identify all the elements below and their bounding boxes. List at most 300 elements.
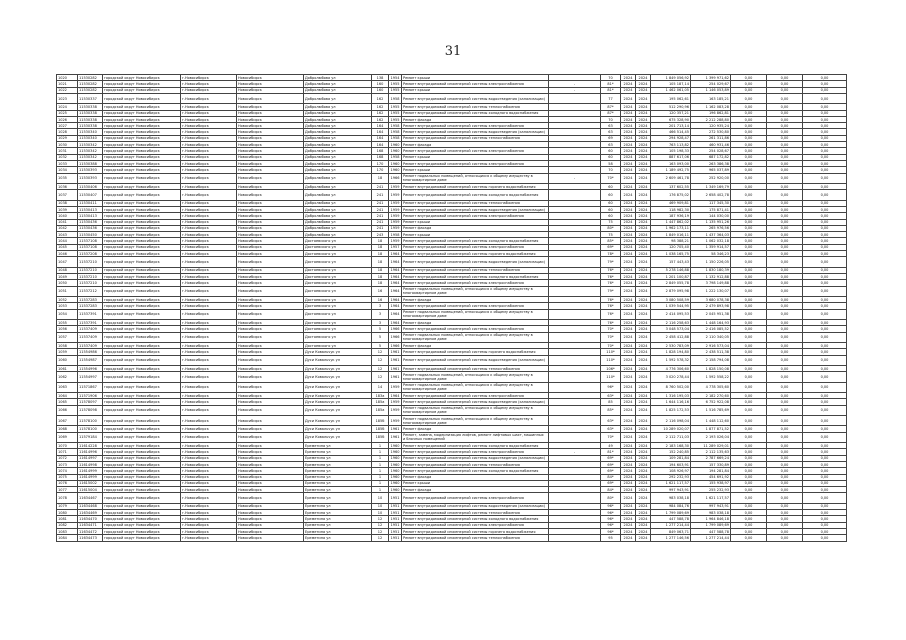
- cell-y1: 2024: [621, 503, 636, 509]
- cell-street: Достоевского ул: [304, 280, 372, 286]
- cell-area: Новосибирск: [237, 461, 304, 467]
- cell-y2: 2024: [636, 200, 651, 206]
- cell-work: Ремонт внутридомовой инженерной системы водоотведения (канализации): [402, 355, 549, 365]
- cell-code: 11537210: [78, 273, 103, 279]
- cell-house: 1: [372, 443, 389, 449]
- cell-z2: 0,00: [767, 529, 803, 535]
- cell-house: 16: [372, 296, 389, 302]
- cell-area: Новосибирск: [237, 183, 304, 189]
- cell-y1: 2024: [621, 110, 636, 116]
- cell-street: Достоевского ул: [304, 319, 372, 325]
- cell-street: Добролюбова ул: [304, 104, 372, 110]
- cell-area: Новосибирск: [237, 225, 304, 231]
- cell-code: 11578100: [78, 415, 103, 425]
- cell-work: Ремонт подвальных помещений, относящихся к общему имуществу в многоквартирном доме: [402, 382, 549, 392]
- cell-mark: -: [549, 449, 601, 455]
- cell-y2: 2024: [636, 273, 651, 279]
- cell-cost1: 2 879 095,98: [651, 286, 691, 296]
- cell-city: г.Новосибирск: [181, 238, 237, 244]
- cell-cost1: 1 462 061,05: [651, 87, 691, 93]
- cell-area: Новосибирск: [237, 468, 304, 474]
- cell-house: 1: [372, 487, 389, 493]
- cell-street: Добролюбова ул: [304, 190, 372, 200]
- cell-street: Добролюбова ул: [304, 87, 372, 93]
- cell-cost1: 2 112 711,03: [651, 432, 691, 442]
- cell-code: 11578097: [78, 399, 103, 405]
- cell-code: 11530282: [78, 87, 103, 93]
- cell-floors: 60: [601, 213, 621, 219]
- cell-area: Новосибирск: [237, 355, 304, 365]
- cell-id: 1070: [57, 443, 78, 449]
- cell-house: 241: [372, 206, 389, 212]
- cell-house: 241: [372, 190, 389, 200]
- cell-house: 162: [372, 110, 389, 116]
- cell-y1: 2024: [621, 487, 636, 493]
- cell-id: 1031: [57, 148, 78, 154]
- cell-year: 1959: [389, 225, 402, 231]
- cell-id: 1065: [57, 399, 78, 405]
- cell-code: 11614999: [78, 474, 103, 480]
- cell-id: 1035: [57, 173, 78, 183]
- cell-floors: 80*: [601, 493, 621, 503]
- cell-city: г.Новосибирск: [181, 493, 237, 503]
- cell-z1: 0,00: [731, 206, 767, 212]
- cell-code: 11537210: [78, 257, 103, 267]
- cell-house: 18: [372, 273, 389, 279]
- cell-year: 1961: [389, 432, 402, 442]
- cell-floors: 60: [601, 183, 621, 189]
- cell-floors: 63: [601, 129, 621, 135]
- cell-y2: 2024: [636, 468, 651, 474]
- cell-cost2: 1 277 214,44: [691, 535, 731, 541]
- cell-floors: 60: [601, 190, 621, 200]
- cell-y1: 2024: [621, 93, 636, 103]
- cell-street: Ереметина ул: [304, 535, 372, 541]
- cell-cost1: 1 962 173,11: [651, 225, 691, 231]
- cell-area: Новосибирск: [237, 455, 304, 461]
- cell-area: Новосибирск: [237, 257, 304, 267]
- cell-cost1: 849 063,71: [651, 529, 691, 535]
- cell-city: г.Новосибирск: [181, 372, 237, 382]
- cell-area: Новосибирск: [237, 432, 304, 442]
- cell-area: Новосибирск: [237, 148, 304, 154]
- cell-year: 1960: [389, 487, 402, 493]
- cell-y1: 2024: [621, 190, 636, 200]
- cell-mark: [549, 309, 601, 319]
- cell-dist: городской округ Новосибирск: [103, 342, 181, 348]
- cell-z2: 0,00: [767, 183, 803, 189]
- cell-city: г.Новосибирск: [181, 296, 237, 302]
- cell-house: 12: [372, 529, 389, 535]
- cell-floors: 81*: [601, 87, 621, 93]
- cell-city: г.Новосибирск: [181, 110, 237, 116]
- cell-cost2: 1 830 180,39: [691, 267, 731, 273]
- cell-floors: 75: [601, 219, 621, 225]
- cell-z3: 0,00: [803, 326, 847, 332]
- cell-house: 138: [372, 75, 389, 81]
- cell-z3: 0,00: [803, 280, 847, 286]
- table-row: [57, 332, 847, 342]
- cell-cost2: 144 030,00: [691, 213, 731, 219]
- cell-code: 11537212: [78, 286, 103, 296]
- cell-y1: 2024: [621, 365, 636, 371]
- cell-street: Достоевского ул: [304, 326, 372, 332]
- cell-z3: 0,00: [803, 206, 847, 212]
- cell-z3: 0,00: [803, 405, 847, 415]
- cell-dist: городской округ Новосибирск: [103, 516, 181, 522]
- cell-y1: 2024: [621, 326, 636, 332]
- cell-y1: 2024: [621, 372, 636, 382]
- cell-area: Новосибирск: [237, 326, 304, 332]
- cell-year: 1959: [389, 200, 402, 206]
- cell-year: 1955: [389, 87, 402, 93]
- cell-z2: 0,00: [767, 355, 803, 365]
- cell-z3: 0,00: [803, 522, 847, 528]
- cell-work: Ремонт крыши: [402, 232, 549, 238]
- cell-id: 1049: [57, 273, 78, 279]
- cell-cost1: 1 201 100,87: [651, 273, 691, 279]
- cell-house: 18: [372, 238, 389, 244]
- cell-z3: 0,00: [803, 129, 847, 135]
- cell-id: 1026: [57, 116, 78, 122]
- cell-cost1: 176 875,02: [651, 190, 691, 200]
- cell-id: 1063: [57, 382, 78, 392]
- cell-work: Ремонт внутридомовой инженерной системы водоотведения (канализации): [402, 93, 549, 103]
- cell-dist: городской округ Новосибирск: [103, 455, 181, 461]
- cell-dist: городской округ Новосибирск: [103, 480, 181, 486]
- cell-year: 1951: [389, 493, 402, 503]
- cell-z1: 0,00: [731, 225, 767, 231]
- cell-work: Ремонт фасада: [402, 296, 549, 302]
- cell-area: Новосибирск: [237, 190, 304, 200]
- cell-mark: [549, 257, 601, 267]
- cell-work: Ремонт крыши: [402, 87, 549, 93]
- cell-z2: 0,00: [767, 200, 803, 206]
- cell-y2: 2024: [636, 257, 651, 267]
- cell-cost1: 447 588,78: [651, 516, 691, 522]
- cell-z1: 0,00: [731, 365, 767, 371]
- cell-floors: 79*: [601, 286, 621, 296]
- cell-dist: городской округ Новосибирск: [103, 449, 181, 455]
- cell-z1: 0,00: [731, 480, 767, 486]
- cell-city: г.Новосибирск: [181, 257, 237, 267]
- cell-id: 1080: [57, 510, 78, 516]
- cell-cost1: 1 849 016,11: [651, 232, 691, 238]
- cell-city: г.Новосибирск: [181, 81, 237, 87]
- cell-code: 11615002: [78, 480, 103, 486]
- cell-y2: 2024: [636, 405, 651, 415]
- cell-id: 1084: [57, 535, 78, 541]
- cell-z3: 0,00: [803, 110, 847, 116]
- cell-area: Новосибирск: [237, 238, 304, 244]
- cell-work: Ремонт внутридомовой инженерной системы электроснабжения: [402, 303, 549, 309]
- cell-y1: 2024: [621, 206, 636, 212]
- cell-y2: 2024: [636, 443, 651, 449]
- cell-y2: 2024: [636, 123, 651, 129]
- cell-area: Новосибирск: [237, 480, 304, 486]
- cell-y1: 2024: [621, 443, 636, 449]
- cell-z1: 0,00: [731, 190, 767, 200]
- cell-work: Ремонт внутридомовой инженерной системы электроснабжения: [402, 280, 549, 286]
- cell-street: Ереметина ул: [304, 455, 372, 461]
- cell-city: г.Новосибирск: [181, 280, 237, 286]
- cell-code: 11530338: [78, 104, 103, 110]
- cell-cost1: 98 388,21: [651, 238, 691, 244]
- cell-year: 1951: [389, 535, 402, 541]
- cell-mark: [549, 405, 601, 415]
- cell-id: 1066: [57, 405, 78, 415]
- cell-house: 185б: [372, 426, 389, 432]
- cell-z2: 0,00: [767, 326, 803, 332]
- cell-cost1: 163 093,00: [651, 160, 691, 166]
- table-row: [57, 493, 847, 503]
- cell-y1: 2024: [621, 432, 636, 442]
- cell-z2: 0,00: [767, 487, 803, 493]
- cell-z1: 0,00: [731, 432, 767, 442]
- cell-y1: 2024: [621, 280, 636, 286]
- cell-id: 1038: [57, 200, 78, 206]
- cell-floors: 75: [601, 232, 621, 238]
- cell-id: 1040: [57, 213, 78, 219]
- cell-city: г.Новосибирск: [181, 480, 237, 486]
- cell-z3: 0,00: [803, 104, 847, 110]
- cell-code: 11537283: [78, 296, 103, 302]
- cell-street: Ереметина ул: [304, 503, 372, 509]
- cell-z1: 0,00: [731, 93, 767, 103]
- cell-code: 11530282: [78, 75, 103, 81]
- cell-house: 164: [372, 129, 389, 135]
- cell-floors: 80*: [601, 225, 621, 231]
- table-row: [57, 93, 847, 103]
- cell-cost1: 763 113,82: [651, 142, 691, 148]
- cell-code: 11530338: [78, 116, 103, 122]
- cell-work: Ремонт внутридомовой инженерной системы теплоснабжения: [402, 461, 549, 467]
- table-row: [57, 432, 847, 442]
- cell-code: 11537409: [78, 326, 103, 332]
- cell-street: Дуси Ковальчук ул: [304, 349, 372, 355]
- cell-code: 11530337: [78, 93, 103, 103]
- cell-work: Ремонт внутридомовой инженерной системы горячего водоснабжения: [402, 251, 549, 257]
- cell-year: 1960: [389, 160, 402, 166]
- cell-area: Новосибирск: [237, 93, 304, 103]
- cell-y1: 2024: [621, 148, 636, 154]
- cell-cost1: 10 289 020,07: [651, 426, 691, 432]
- cell-city: г.Новосибирск: [181, 190, 237, 200]
- cell-z3: 0,00: [803, 449, 847, 455]
- cell-floors: 79*: [601, 257, 621, 267]
- cell-code: 11530338: [78, 110, 103, 116]
- cell-work: Ремонт фасада: [402, 319, 549, 325]
- cell-city: г.Новосибирск: [181, 461, 237, 467]
- cell-area: Новосибирск: [237, 319, 304, 325]
- cell-cost2: 1 062 032,18: [691, 238, 731, 244]
- cell-z2: 0,00: [767, 286, 803, 296]
- cell-dist: городской округ Новосибирск: [103, 200, 181, 206]
- cell-cost2: 157 330,89: [691, 461, 731, 467]
- cell-id: 1069: [57, 432, 78, 442]
- cell-cost1: 194 603,91: [651, 461, 691, 467]
- cell-cost2: 272 530,80: [691, 129, 731, 135]
- cell-y2: 2024: [636, 326, 651, 332]
- cell-z3: 0,00: [803, 426, 847, 432]
- cell-y2: 2024: [636, 349, 651, 355]
- cell-dist: городской округ Новосибирск: [103, 129, 181, 135]
- cell-floors: 110*: [601, 372, 621, 382]
- cell-z1: 0,00: [731, 280, 767, 286]
- cell-code: 11554997: [78, 372, 103, 382]
- cell-city: г.Новосибирск: [181, 449, 237, 455]
- cell-id: 1060: [57, 355, 78, 365]
- cell-id: 1050: [57, 280, 78, 286]
- cell-y1: 2024: [621, 154, 636, 160]
- cell-work: Ремонт фасада: [402, 225, 549, 231]
- cell-z2: 0,00: [767, 474, 803, 480]
- cell-year: 1955: [389, 81, 402, 87]
- cell-street: Добролюбова ул: [304, 135, 372, 141]
- cell-y1: 2024: [621, 510, 636, 516]
- cell-area: Новосибирск: [237, 516, 304, 522]
- cell-z1: 0,00: [731, 173, 767, 183]
- cell-z3: 0,00: [803, 148, 847, 154]
- cell-area: Новосибирск: [237, 173, 304, 183]
- cell-work: Ремонт внутридомовой инженерной системы холодного водоснабжения: [402, 516, 549, 522]
- cell-city: г.Новосибирск: [181, 365, 237, 371]
- cell-year: 1958: [389, 123, 402, 129]
- cell-area: Новосибирск: [237, 219, 304, 225]
- cell-z1: 0,00: [731, 303, 767, 309]
- cell-area: Новосибирск: [237, 503, 304, 509]
- cell-area: Новосибирск: [237, 309, 304, 319]
- cell-id: 1075: [57, 474, 78, 480]
- cell-house: 10: [372, 493, 389, 503]
- cell-floors: 110*: [601, 355, 621, 365]
- cell-mark: [549, 493, 601, 503]
- cell-z1: 0,00: [731, 213, 767, 219]
- cell-house: 10: [372, 503, 389, 509]
- cell-street: Ереметина ул: [304, 480, 372, 486]
- cell-area: Новосибирск: [237, 303, 304, 309]
- cell-street: Дуси Ковальчук ул: [304, 432, 372, 442]
- cell-work: Ремонт внутридомовой инженерной системы водоотведения (канализации): [402, 399, 549, 405]
- cell-house: 162: [372, 93, 389, 103]
- cell-code: 11537208: [78, 251, 103, 257]
- cell-house: 3: [372, 309, 389, 319]
- cell-year: 1966: [389, 326, 402, 332]
- cell-city: г.Новосибирск: [181, 522, 237, 528]
- cell-z1: 0,00: [731, 142, 767, 148]
- cell-dist: городской округ Новосибирск: [103, 487, 181, 493]
- cell-id: 1058: [57, 342, 78, 348]
- cell-year: 1951: [389, 510, 402, 516]
- cell-cost2: 1 877 871,52: [691, 426, 731, 432]
- cell-cost2: 1 132 912,88: [691, 273, 731, 279]
- cell-city: г.Новосибирск: [181, 286, 237, 296]
- cell-city: г.Новосибирск: [181, 219, 237, 225]
- cell-cost1: 5 278 146,88: [651, 267, 691, 273]
- cell-code: 11537283: [78, 303, 103, 309]
- cell-dist: городской округ Новосибирск: [103, 355, 181, 365]
- cell-id: 1044: [57, 238, 78, 244]
- cell-house: 170: [372, 160, 389, 166]
- cell-z1: 0,00: [731, 474, 767, 480]
- cell-y1: 2024: [621, 225, 636, 231]
- cell-z2: 0,00: [767, 382, 803, 392]
- cell-y2: 2024: [636, 382, 651, 392]
- cell-cost2: 254 028,67: [691, 148, 731, 154]
- cell-area: Новосибирск: [237, 474, 304, 480]
- cell-z3: 0,00: [803, 372, 847, 382]
- cell-cost1: 1 277 214,44: [651, 522, 691, 528]
- cell-cost1: 105 187,14: [651, 81, 691, 87]
- cell-house: 183а: [372, 393, 389, 399]
- cell-code: 11554996: [78, 365, 103, 371]
- cell-work: Ремонт подвальных помещений, относящихся к общему имуществу в многоквартирном доме: [402, 286, 549, 296]
- cell-cost1: 512 290,96: [651, 104, 691, 110]
- cell-cost2: 265 976,56: [691, 225, 731, 231]
- cell-z1: 0,00: [731, 219, 767, 225]
- cell-z3: 0,00: [803, 273, 847, 279]
- table-row: [57, 309, 847, 319]
- cell-city: г.Новосибирск: [181, 349, 237, 355]
- cell-area: Новосибирск: [237, 426, 304, 432]
- cell-y2: 2024: [636, 167, 651, 173]
- cell-area: Новосибирск: [237, 206, 304, 212]
- cell-area: Новосибирск: [237, 342, 304, 348]
- cell-street: Добролюбова ул: [304, 167, 372, 173]
- cell-y2: 2024: [636, 148, 651, 154]
- cell-city: г.Новосибирск: [181, 510, 237, 516]
- cell-dist: городской округ Новосибирск: [103, 190, 181, 200]
- table-row: [57, 405, 847, 415]
- cell-z3: 0,00: [803, 365, 847, 371]
- cell-z3: 0,00: [803, 251, 847, 257]
- cell-cost2: 2 658 402,78: [691, 190, 731, 200]
- table-row: [57, 190, 847, 200]
- cell-z1: 0,00: [731, 455, 767, 461]
- cell-y1: 2024: [621, 349, 636, 355]
- cell-y2: 2024: [636, 529, 651, 535]
- cell-z2: 0,00: [767, 332, 803, 342]
- cell-work: Ремонт внутридомовой инженерной системы электроснабжения: [402, 81, 549, 87]
- cell-id: 1042: [57, 225, 78, 231]
- cell-cost2: 58 346,23: [691, 251, 731, 257]
- cell-area: Новосибирск: [237, 116, 304, 122]
- cell-house: 243: [372, 232, 389, 238]
- cell-z1: 0,00: [731, 135, 767, 141]
- cell-city: г.Новосибирск: [181, 326, 237, 332]
- cell-cost1: 1 038 165,75: [651, 251, 691, 257]
- cell-y1: 2024: [621, 257, 636, 267]
- cell-house: 5: [372, 326, 389, 332]
- cell-z1: 0,00: [731, 493, 767, 503]
- cell-z1: 0,00: [731, 529, 767, 535]
- cell-work: Ремонт внутридомовой инженерной системы водоотведения (канализации): [402, 455, 549, 461]
- cell-z3: 0,00: [803, 296, 847, 302]
- cell-work: Ремонт подвальных помещений, относящихся к общему имуществу в многоквартирном доме: [402, 332, 549, 342]
- cell-y2: 2024: [636, 238, 651, 244]
- cell-id: 1024: [57, 104, 78, 110]
- cell-house: 18: [372, 280, 389, 286]
- cell-floors: 69*: [601, 244, 621, 250]
- cell-floors: 70*: [601, 173, 621, 183]
- cell-street: Дуси Ковальчук ул: [304, 426, 372, 432]
- cell-floors: 85*: [601, 405, 621, 415]
- cell-z1: 0,00: [731, 522, 767, 528]
- cell-z1: 0,00: [731, 75, 767, 81]
- cell-floors: 63: [601, 123, 621, 129]
- cell-y1: 2024: [621, 426, 636, 432]
- cell-id: 1062: [57, 372, 78, 382]
